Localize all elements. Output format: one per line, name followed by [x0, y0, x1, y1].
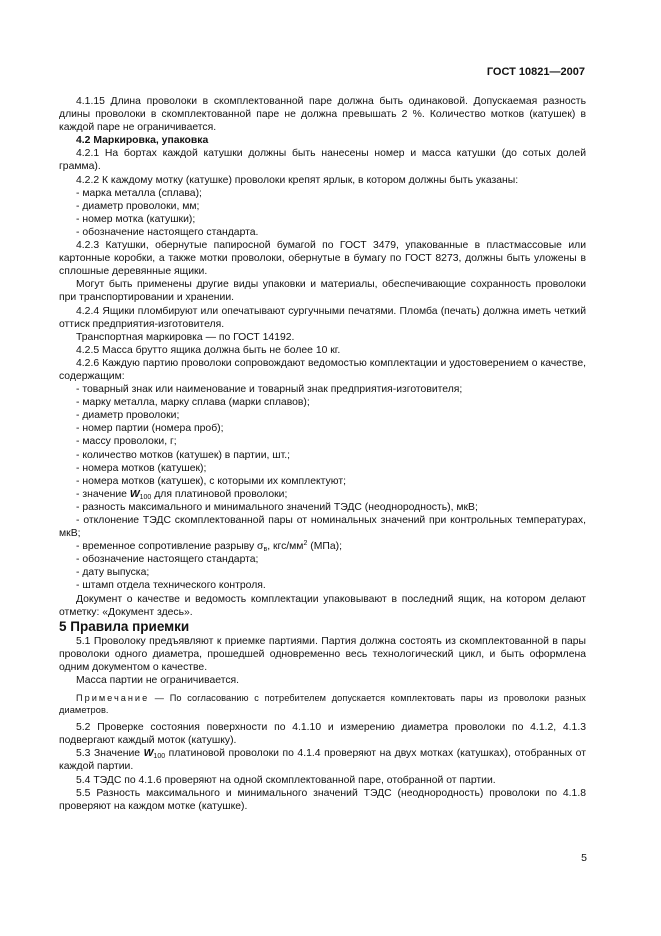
clause-4-1-15: 4.1.15 Длина проволоки в скомплектованной паре должна быть одинаковой. Допускаемая разность длины проволоки в скомплектованной паре не должна превышать 2 %. Количество мотков (катушек) в каждой паре не ограничивается.	[59, 96, 586, 134]
page-number: 5	[581, 852, 587, 864]
list-item: - товарный знак или наименование и товарный знак предприятия-изготовителя;	[76, 384, 463, 396]
section-heading-5: 5 Правила приемки	[59, 618, 190, 634]
list-item-tedc-deviation: - отклонение ТЭДС скомплектованной пары от номинальных значений при контрольных температурах, мкВ;	[59, 515, 586, 540]
list-item: - разность максимального и минимального значений ТЭДС (неоднородность), мкВ;	[76, 501, 478, 513]
clause-4-2-2: 4.2.2 К каждому мотку (катушке) проволоки крепят ярлык, в котором должны быть указаны:	[76, 174, 519, 186]
w-symbol: W	[143, 748, 154, 760]
w-subscript: 100	[139, 493, 152, 501]
list-item-sigma	[59, 540, 586, 553]
note-text: — По согласованию с потребителем допускается комплектовать пары из проволоки разных диаметров.	[59, 693, 586, 716]
clause-5-1-continued: Масса партии не ограничивается.	[76, 675, 240, 687]
w-subscript: 100	[153, 753, 166, 761]
document-id-header: ГОСТ 10821—2007	[486, 66, 585, 78]
clause-4-2-1: 4.2.1 На бортах каждой катушки должны быть нанесены номер и масса катушки (до сотых долей грамма).	[59, 148, 586, 173]
clause-4-2-3: 4.2.3 Катушки, обернутые папиросной бумагой по ГОСТ 3479, упакованные в пластмассовые или картонные коробки, а также мотки проволоки, обернутые в бумагу по ГОСТ 8273, должны быть уложены в сплошные деревянные ящики.	[59, 240, 586, 278]
note	[59, 692, 586, 716]
list-item-text: для платиновой проволоки;	[151, 488, 288, 500]
list-item: - штамп отдела технического контроля.	[76, 580, 266, 592]
quality-document-paragraph: Документ о качестве и ведомость комплектации упаковывают в последний ящик, на котором делают отметку: «Документ здесь».	[59, 593, 586, 618]
clause-4-2-4-continued: Транспортная маркировка — по ГОСТ 14192.	[76, 331, 295, 343]
section-heading-4-2: 4.2 Маркировка, упаковка	[76, 135, 209, 147]
sigma-subscript: в	[263, 546, 268, 554]
clause-5-1: 5.1 Проволоку предъявляют к приемке партиями. Партия должна состоять из скомплектованной в пары проволоки одного диаметра, прошедшей одновременно весь технологический цикл, и быть оформлена одним документом о качестве.	[59, 635, 586, 673]
clause-text: 5.3 Значение	[76, 748, 144, 760]
clause-5-5: 5.5 Разность максимального и минимального значений ТЭДС (неоднородность) проволоки по 4.1.8 проверяют на каждом мотке (катушке).	[59, 787, 586, 812]
clause-4-2-3-continued: Могут быть применены другие виды упаковки и материалы, обеспечивающие сохранность проволоки при транспортировании и хранении.	[59, 279, 586, 304]
list-item-text: - значение	[76, 488, 130, 500]
list-item: - обозначение настоящего стандарта;	[76, 554, 259, 566]
clause-5-4: 5.4 ТЭДС по 4.1.6 проверяют на одной скомплектованной паре, отобранной от партии.	[76, 774, 496, 786]
clause-text: платиновой проволоки по 4.1.4 проверяют на двух мотках (катушках), отобранных от каждой партии.	[59, 748, 586, 773]
clause-4-2-6: 4.2.6 Каждую партию проволоки сопровождают ведомостью комплектации и удостоверением о качестве, содержащим:	[59, 357, 586, 382]
list-item: - номера мотков (катушек);	[76, 462, 207, 474]
list-item: - марку металла, марку сплава (марки сплавов);	[76, 397, 310, 409]
clause-5-2: 5.2 Проверке состояния поверхности по 4.1.10 и измерению диаметра проволоки по 4.1.2, 4.1.3 подвергают каждый моток (катушку).	[59, 722, 586, 747]
unit-superscript: 2	[303, 540, 308, 548]
list-item: - дату выпуска;	[76, 567, 150, 579]
list-item: - марка металла (сплава);	[76, 187, 202, 199]
list-item-w100	[59, 488, 586, 501]
list-item-text: - временное сопротивление разрыву	[76, 541, 258, 553]
w-symbol: W	[129, 488, 140, 500]
list-item: - диаметр проволоки, мм;	[76, 200, 200, 212]
list-item: - массу проволоки, г;	[76, 436, 177, 448]
sigma-symbol: σ	[257, 541, 264, 553]
list-item: - номер партии (номера проб);	[76, 423, 224, 435]
list-item: - количество мотков (катушек) в партии, шт.;	[76, 449, 291, 461]
clause-4-2-5: 4.2.5 Масса брутто ящика должна быть не более 10 кг.	[76, 344, 341, 356]
list-item: - номер мотка (катушки);	[76, 213, 196, 225]
list-item: - обозначение настоящего стандарта.	[76, 226, 259, 238]
list-item: - номера мотков (катушек), с которыми их комплектуют;	[76, 475, 346, 487]
list-item-text: , кгс/мм	[267, 541, 304, 553]
list-item: - диаметр проволоки;	[76, 410, 180, 422]
list-item-text: (МПа);	[307, 541, 342, 553]
note-label: Примечание	[76, 693, 150, 704]
clause-4-2-4: 4.2.4 Ящики пломбируют или опечатывают сургучными печатями. Пломба (печать) должна иметь четкий оттиск предприятия-изготовителя.	[59, 305, 586, 330]
clause-5-3	[59, 747, 586, 773]
document-body	[59, 95, 586, 813]
